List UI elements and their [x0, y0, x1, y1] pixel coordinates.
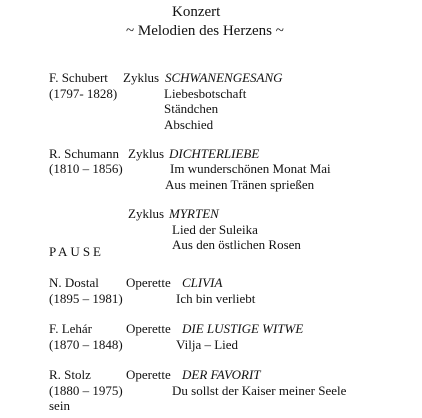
document-subtitle: ~ Melodien des Herzens ~	[126, 23, 284, 39]
song-myrten-1: Lied der Suleika	[172, 222, 258, 237]
composer-schubert: F. Schubert	[49, 70, 108, 85]
document-title: Konzert	[172, 4, 221, 20]
song-stolz-1: Du sollst der Kaiser meiner Seele	[172, 383, 347, 398]
work-prefix-schubert: Zyklus	[123, 70, 160, 85]
work-prefix-myrten: Zyklus	[128, 206, 165, 221]
composer-dostal: N. Dostal	[49, 275, 99, 290]
work-title-myrten: MYRTEN	[169, 206, 219, 221]
work-title-stolz: DER FAVORIT	[182, 367, 261, 382]
work-prefix-dostal: Operette	[126, 275, 171, 290]
song-schubert-1: Liebesbotschaft	[164, 86, 247, 101]
song-schubert-2: Ständchen	[164, 101, 219, 116]
dates-stolz: (1880 – 1975)	[49, 383, 123, 398]
work-title-schubert: SCHWANENGESANG	[165, 70, 283, 85]
work-title-dostal: CLIVIA	[182, 275, 223, 290]
song-schumann-1: Im wunderschönen Monat Mai	[170, 161, 331, 176]
song-stolz-continuation: sein	[49, 398, 70, 413]
song-lehar-1: Vilja – Lied	[176, 337, 239, 352]
composer-lehar: F. Lehár	[49, 321, 92, 336]
song-myrten-2: Aus den östlichen Rosen	[172, 237, 301, 252]
dates-schubert: (1797- 1828)	[49, 86, 118, 101]
work-prefix-stolz: Operette	[126, 367, 171, 382]
work-title-schumann: DICHTERLIEBE	[169, 146, 260, 161]
song-schubert-3: Abschied	[164, 117, 214, 132]
dates-dostal: (1895 – 1981)	[49, 291, 123, 306]
composer-schumann: R. Schumann	[49, 146, 120, 161]
work-prefix-lehar: Operette	[126, 321, 171, 336]
dates-schumann: (1810 – 1856)	[49, 161, 123, 176]
work-prefix-schumann: Zyklus	[128, 146, 165, 161]
song-dostal-1: Ich bin verliebt	[176, 291, 256, 306]
work-title-lehar: DIE LUSTIGE WITWE	[182, 321, 304, 336]
song-schumann-2: Aus meinen Tränen sprießen	[165, 177, 315, 192]
dates-lehar: (1870 – 1848)	[49, 337, 123, 352]
composer-stolz: R. Stolz	[49, 367, 91, 382]
pause-label: PAUSE	[49, 244, 104, 259]
